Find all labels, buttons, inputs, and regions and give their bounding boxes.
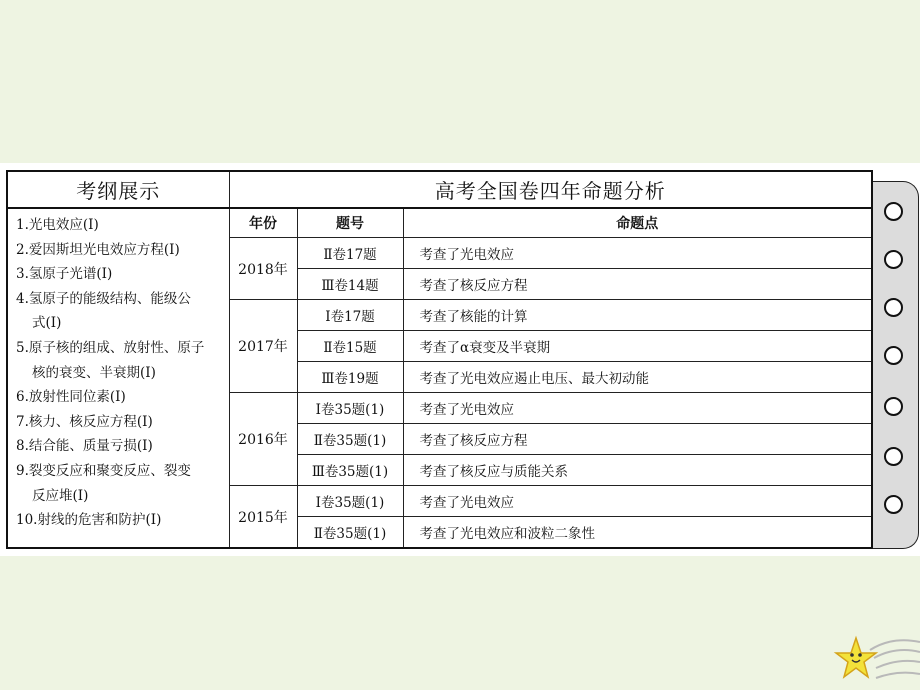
exam-analysis-table xyxy=(6,170,873,549)
point-cell: 考查了光电效应 xyxy=(403,238,872,269)
point-cell: 考查了核反应方程 xyxy=(403,269,872,300)
column-header-point: 命题点 xyxy=(403,208,872,238)
syllabus-item: 反应堆(Ⅰ) xyxy=(32,487,89,504)
point-cell: 考查了核能的计算 xyxy=(403,300,872,331)
syllabus-item: 式(Ⅰ) xyxy=(32,315,62,332)
syllabus-item: 5.原子核的组成、放射性、原子 xyxy=(16,339,205,356)
column-header-year: 年份 xyxy=(229,208,297,238)
binder-ring-icon xyxy=(884,346,903,365)
binder-ring-icon xyxy=(884,495,903,514)
year-cell: 2017年 xyxy=(229,300,297,393)
binder-ring-icon xyxy=(884,298,903,317)
binder-tab xyxy=(872,181,919,549)
point-cell: 考查了核反应与质能关系 xyxy=(403,455,872,486)
question-cell: Ⅲ卷19题 xyxy=(297,362,403,393)
point-cell: 考查了α衰变及半衰期 xyxy=(403,331,872,362)
question-cell: Ⅲ卷35题(1) xyxy=(297,455,403,486)
binder-ring-icon xyxy=(884,202,903,221)
syllabus-item: 9.裂变反应和聚变反应、裂变 xyxy=(16,462,191,479)
question-cell: Ⅰ卷35题(1) xyxy=(297,393,403,424)
syllabus-item: 3.氢原子光谱(Ⅰ) xyxy=(16,266,113,283)
question-cell: Ⅰ卷35题(1) xyxy=(297,486,403,517)
question-cell: Ⅰ卷17题 xyxy=(297,300,403,331)
question-cell: Ⅱ卷35题(1) xyxy=(297,517,403,549)
syllabus-item: 6.放射性同位素(Ⅰ) xyxy=(16,389,126,406)
point-cell: 考查了光电效应和波粒二象性 xyxy=(403,517,872,549)
question-cell: Ⅱ卷17题 xyxy=(297,238,403,269)
question-cell: Ⅱ卷15题 xyxy=(297,331,403,362)
syllabus-item: 1.光电效应(Ⅰ) xyxy=(16,217,99,233)
year-cell: 2018年 xyxy=(229,238,297,300)
syllabus-header: 考纲展示 xyxy=(7,171,229,208)
syllabus-list xyxy=(7,208,229,548)
point-cell: 考查了核反应方程 xyxy=(403,424,872,455)
column-header-question: 题号 xyxy=(297,208,403,238)
year-cell: 2016年 xyxy=(229,393,297,486)
syllabus-item: 核的衰变、半衰期(Ⅰ) xyxy=(32,364,156,381)
syllabus-item: 2.爱因斯坦光电效应方程(Ⅰ) xyxy=(16,241,180,258)
analysis-header: 高考全国卷四年命题分析 xyxy=(229,171,872,208)
star-mascot-icon xyxy=(830,628,920,690)
syllabus-item: 8.结合能、质量亏损(Ⅰ) xyxy=(16,438,153,455)
syllabus-item: 4.氢原子的能级结构、能级公 xyxy=(16,290,191,307)
question-cell: Ⅲ卷14题 xyxy=(297,269,403,300)
syllabus-item: 7.核力、核反应方程(Ⅰ) xyxy=(16,413,153,430)
question-cell: Ⅱ卷35题(1) xyxy=(297,424,403,455)
point-cell: 考查了光电效应 xyxy=(403,393,872,424)
binder-ring-icon xyxy=(884,250,903,269)
point-cell: 考查了光电效应遏止电压、最大初动能 xyxy=(403,362,872,393)
binder-ring-icon xyxy=(884,397,903,416)
point-cell: 考查了光电效应 xyxy=(403,486,872,517)
binder-ring-icon xyxy=(884,447,903,466)
year-cell: 2015年 xyxy=(229,486,297,549)
syllabus-item: 10.射线的危害和防护(Ⅰ) xyxy=(16,512,162,529)
